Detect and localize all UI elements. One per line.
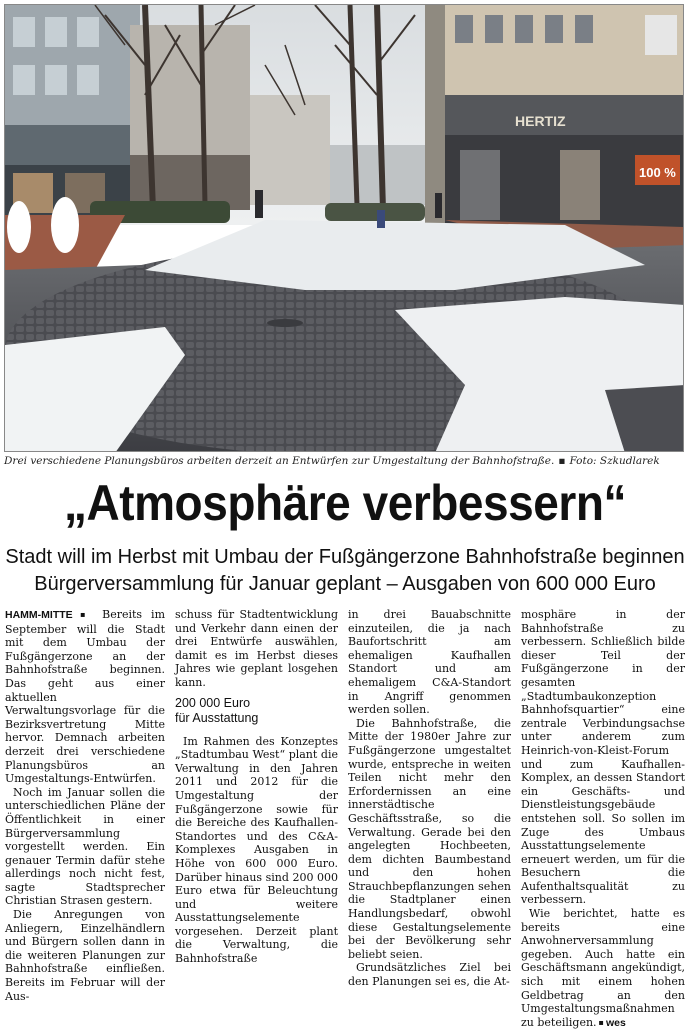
paragraph-text: Wie berichtet, hatte es bereits eine Anwohnerversammlung gegeben. Auch hatte ein Geschäftsmann angekündigt, sich mit einem hohen Geldbetrag an den Umgestaltungsmaßnahmen zu beteiligen. xyxy=(521,907,685,1029)
paragraph: Die Anregungen von Anliegern, Einzelhändlern und Bürgern sollen dann in die weiteren Planungen zur Bahnhofstraße einfließen. Bereits im Februar will der Aus- xyxy=(5,908,165,1003)
headline: „Atmosphäre verbessern“ xyxy=(63,475,627,531)
photo-credit: Foto: Szkudlarek xyxy=(569,455,660,467)
paragraph: schuss für Stadtentwicklung und Verkehr dann einen der drei Entwürfe auswählen, damit es im Herbst dieses Jahres wie geplant losgehen kann. xyxy=(175,608,338,689)
store-sign-right: 100 % xyxy=(639,165,676,180)
paragraph: Grundsätzliches Ziel bei den Planungen sei es, die At- xyxy=(348,961,511,989)
street-scene-image xyxy=(5,5,684,452)
article-column-2 xyxy=(175,608,338,966)
article-column-4 xyxy=(521,608,685,1030)
author-separator: ▪ xyxy=(598,1017,604,1027)
paragraph: mosphäre in der Bahnhofstraße zu verbessern. Schließlich bilde dieser Teil der Fußgängerzone in der gesamten „Stadtumbaukonzeption Bahnhofsquartier“ eine zentrale Verbindungsachse unter anderem zum Heinrich-von-Kleist-Forum und zum Kaufhallen-Komplex, an dessen Standort ein Geschäfts- und Dienstleistungsgebäude entstehen soll. So sollen im Zuge des Umbaus Ausstattungselemente erneuert werden, um für die Besuchern die Aufenthaltsqualität zu verbessern. xyxy=(521,608,685,907)
article-photo xyxy=(4,4,684,452)
paragraph-text: Bereits im September will die Stadt mit dem Umbau der Fußgängerzone an der Bahnhofstraße beginnen. Das geht aus einer aktuellen Verwaltungsvorlage für die Bezirksvertretung Mitte hervor. Demnach arbeiten derzeit drei verschiedene Planungsbüros an Umgestaltungs-Entwürfen. xyxy=(5,608,166,786)
paragraph: Noch im Januar sollen die unterschiedlichen Pläne der Öffentlichkeit in einer Bürgerversammlung vorgestellt werden. Ein genauer Termin dafür stehe allerdings noch nicht fest, sagte Stadtsprecher Christian Strasen gestern. xyxy=(5,785,165,908)
paragraph xyxy=(521,907,685,1030)
paragraph: in drei Bauabschnitte einzuteilen, die ja nach Baufortschritt am ehemaligen Kaufhallen Standort und am ehemaligem C&A-Standort in Angriff genommen werden sollen. xyxy=(348,608,511,717)
intertitle xyxy=(175,696,338,727)
article-column-3 xyxy=(348,608,511,989)
author-initials: wes xyxy=(605,1016,626,1029)
intertitle-line-2: für Ausstattung xyxy=(175,711,259,726)
store-sign: HERTIZ xyxy=(515,113,566,129)
dateline: HAMM-MITTE xyxy=(5,609,73,621)
subheadline-1: Stadt will im Herbst mit Umbau der Fußgängerzone Bahnhofstraße beginnen xyxy=(5,546,685,568)
subheadline-2: Bürgerversammlung für Januar geplant – Ausgaben von 600 000 Euro xyxy=(34,573,656,595)
photo-caption xyxy=(4,455,686,467)
paragraph xyxy=(5,608,165,786)
paragraph: Die Bahnhofstraße, die Mitte der 1980er Jahre zur Fußgängerzone umgestaltet wurde, entspreche in weiten Teilen nicht mehr den Erfordernissen an eine innerstädtische Geschäftsstraße, so die Verwaltung. Gerade bei den angelegten Hochbeeten, dem dichten Baumbestand und den hohen Strauchbepflanzungen sehen die Stadtplaner einen Handlungsbedarf, obwohl diese Gestaltungselemente bei der Bevölkerung sehr beliebt seien. xyxy=(348,716,511,961)
caption-text: Drei verschiedene Planungsbüros arbeiten derzeit an Entwürfen zur Umgestaltung der Bahnhofstraße. xyxy=(4,455,555,467)
intertitle-line-1: 200 000 Euro xyxy=(175,695,251,710)
paragraph: Im Rahmen des Konzeptes „Stadtumbau West“ plant die Verwaltung in den Jahren 2011 und 2012 für die Umgestaltung der Fußgängerzone sowie für die Bereiche des Kaufhallen-Standortes und des C&A- Komplexes Ausgaben in Höhe von 600 000 Euro. Darüber hinaus sind 200 000 Euro etwa für Beleuchtung und weitere Ausstattungselemente vorgesehen. Derzeit plant die Verwaltung, die Bahnhofstraße xyxy=(175,734,338,966)
dateline-separator: ▪ xyxy=(74,610,92,619)
article-column-1 xyxy=(5,608,165,1003)
caption-separator: ▪ xyxy=(558,455,566,467)
